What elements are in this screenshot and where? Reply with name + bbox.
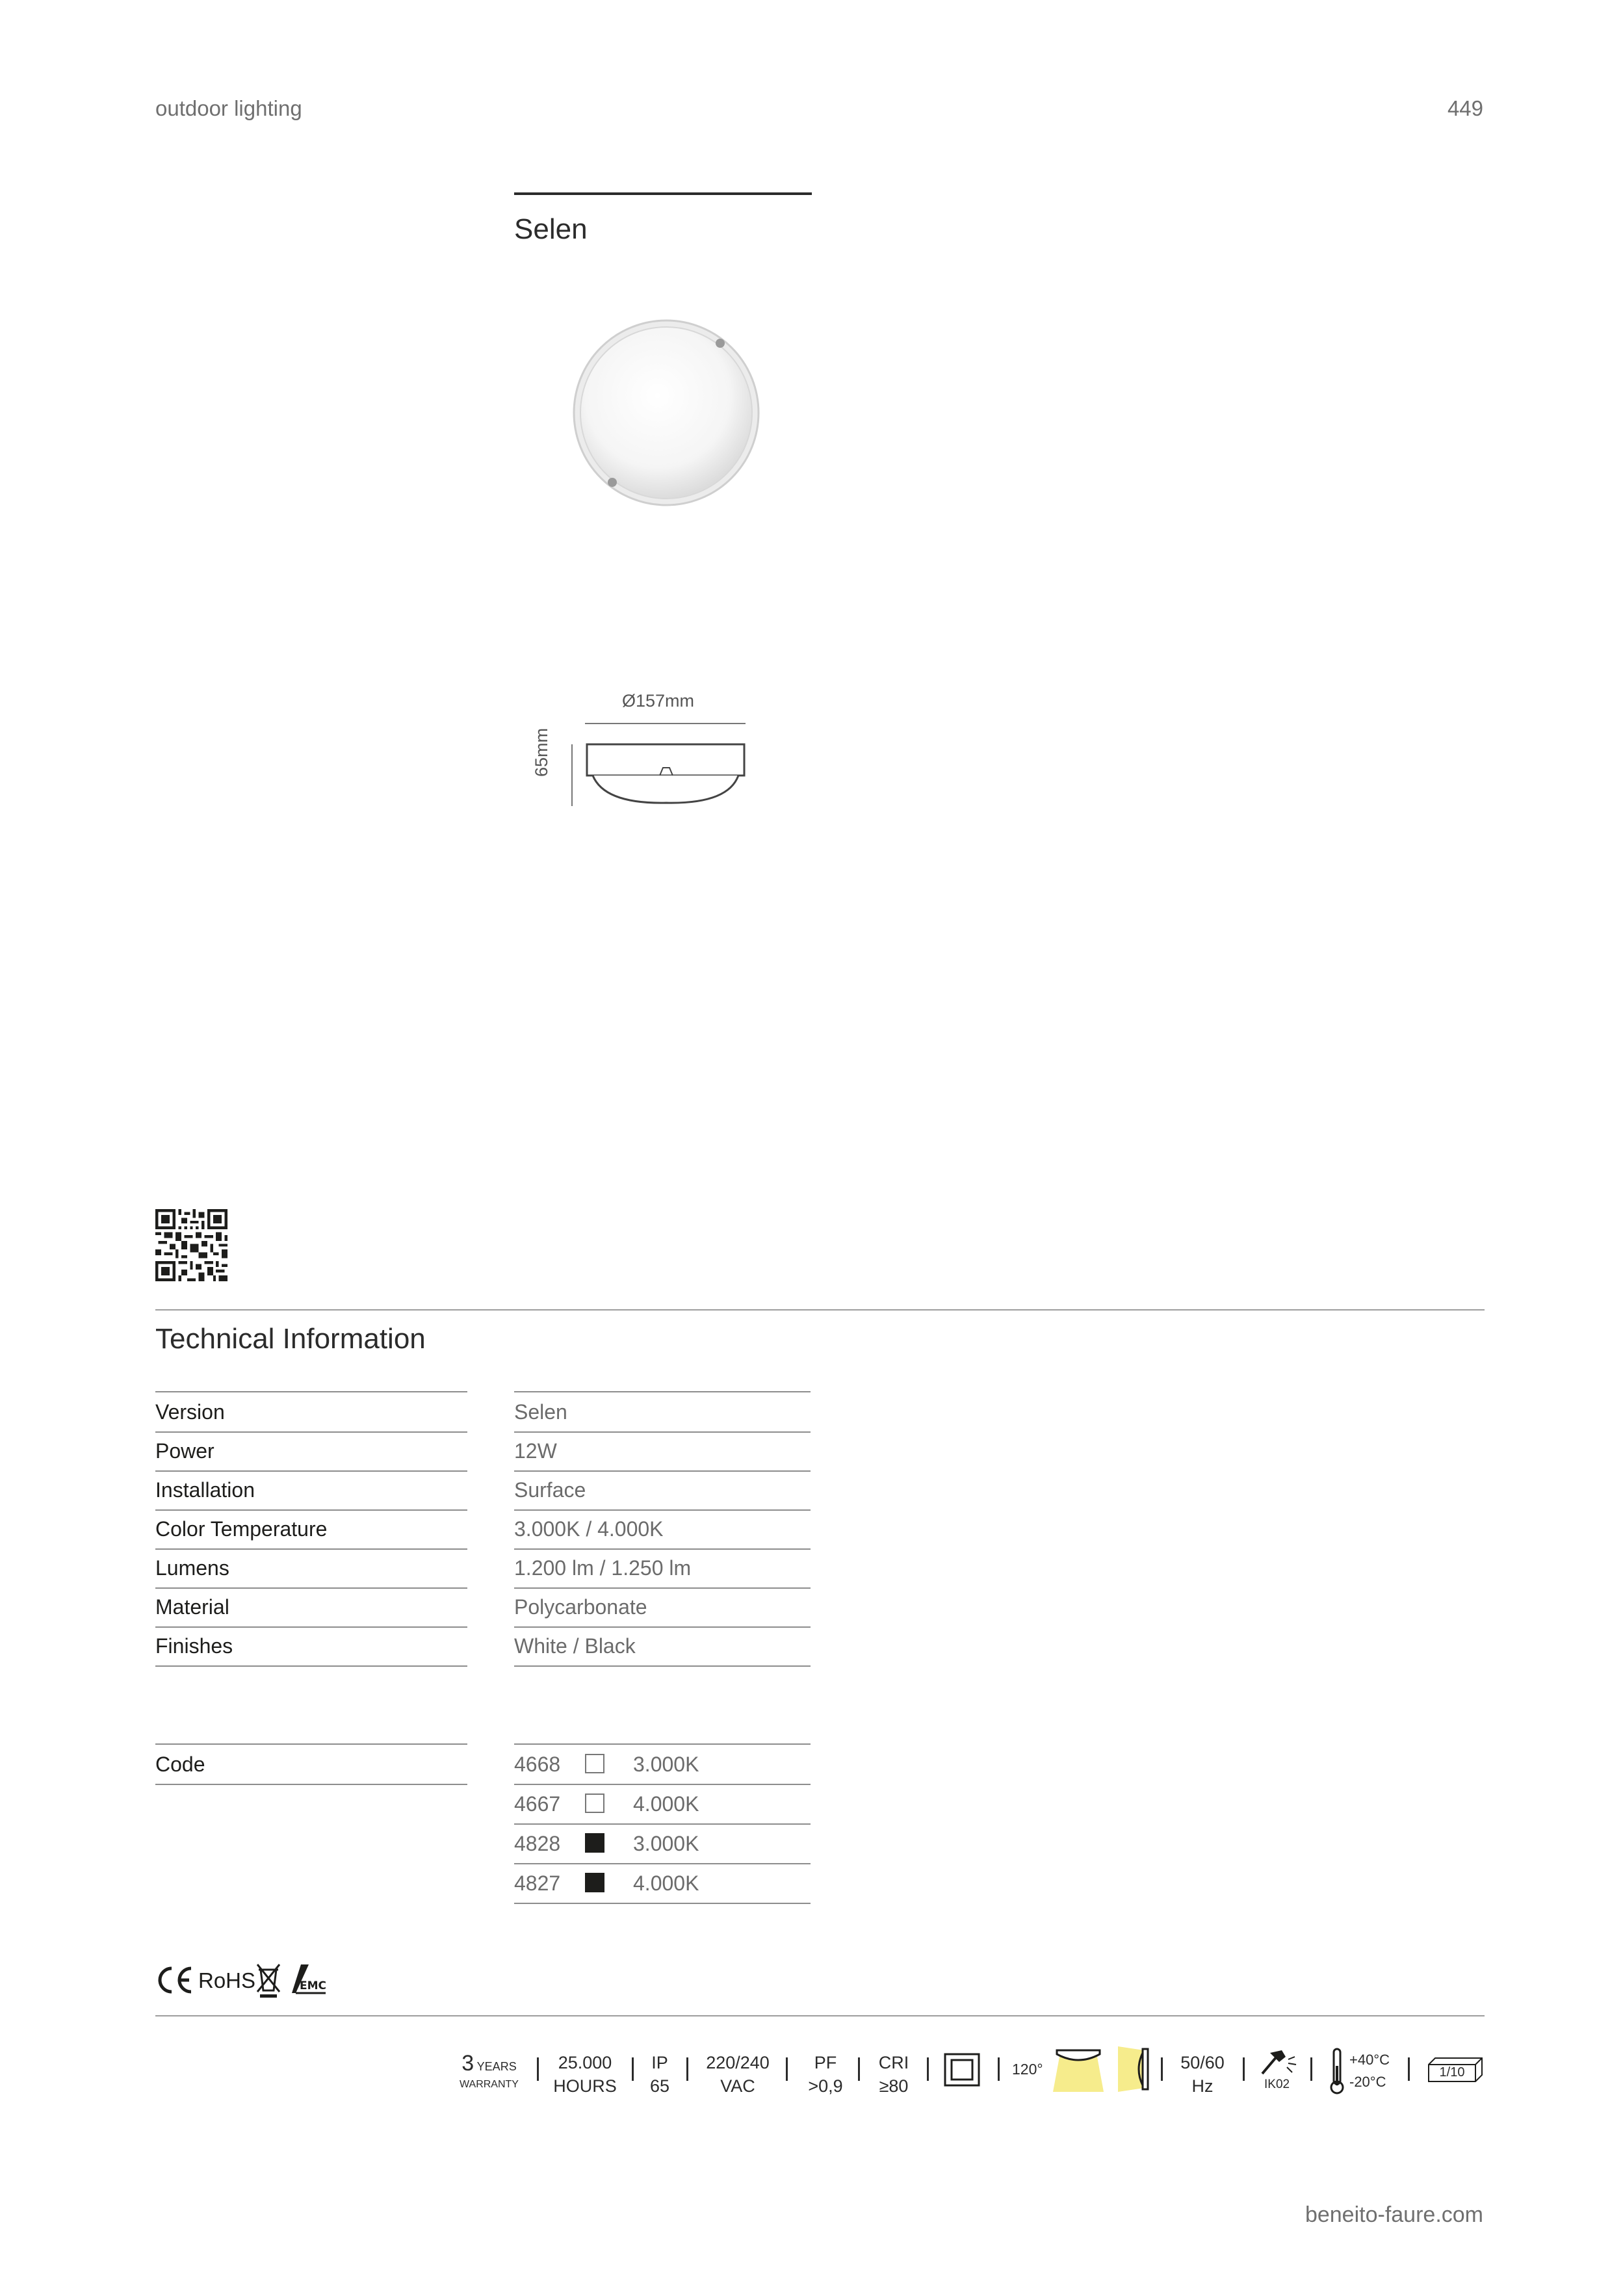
- spec-value-installation: Surface: [514, 1470, 811, 1511]
- finish-swatch-white: [585, 1794, 604, 1813]
- page-number: 449: [1447, 96, 1483, 120]
- temp-max: +40°C: [1349, 2052, 1390, 2068]
- section-label: outdoor lighting: [155, 96, 302, 120]
- frequency-value: 50/60: [1180, 2053, 1225, 2072]
- code-row: [514, 1824, 811, 1864]
- height-label: 65mm: [532, 727, 551, 777]
- code-number: 4668: [514, 1753, 561, 1776]
- dimension-drawing: [565, 718, 754, 806]
- qr-code[interactable]: [155, 1209, 227, 1281]
- separator: [927, 2057, 929, 2081]
- separator: [632, 2057, 634, 2081]
- pf-label: PF: [814, 2053, 837, 2072]
- ik-rating: IK02: [1264, 2078, 1290, 2091]
- spec-value-finishes: White / Black: [514, 1626, 811, 1667]
- cri-value: ≥80: [879, 2076, 909, 2096]
- warranty-number: 3: [461, 2051, 474, 2076]
- spec-value-version: Selen: [514, 1392, 811, 1433]
- temp-min: -20°C: [1349, 2074, 1386, 2090]
- code-row: [514, 1784, 811, 1825]
- spec-label-material: Material: [155, 1587, 467, 1628]
- spec-label-version: Version: [155, 1392, 467, 1433]
- spec-label-lumens: Lumens: [155, 1548, 467, 1589]
- finish-swatch-black: [585, 1833, 604, 1853]
- code-label: Code: [155, 1745, 467, 1785]
- spec-label-color-temperature: Color Temperature: [155, 1509, 467, 1550]
- wall-beam-icon: [1118, 2046, 1154, 2092]
- warranty-badge: [455, 2051, 523, 2091]
- product-title: Selen: [514, 213, 588, 245]
- dimming-value: 1/10: [1439, 2065, 1465, 2080]
- ip-rating: [640, 2051, 679, 2098]
- temperature-range: [1349, 2049, 1390, 2093]
- emc-mark-icon: [289, 1962, 328, 1996]
- code-row: [514, 1864, 811, 1904]
- ip-label: IP: [651, 2053, 668, 2072]
- separator: [858, 2057, 860, 2081]
- spec-value-color-temperature: 3.000K / 4.000K: [514, 1509, 811, 1550]
- warranty-years: YEARS: [476, 2060, 517, 2073]
- product-image: [565, 312, 767, 514]
- separator: [1408, 2057, 1410, 2081]
- pf-value: >0,9: [808, 2076, 843, 2096]
- code-number: 4828: [514, 1832, 561, 1855]
- rohs-mark: RoHS: [198, 1968, 256, 1992]
- ip-value: 65: [649, 2076, 670, 2096]
- code-cct: 3.000K: [633, 1753, 699, 1776]
- beam-angle: 120°: [1012, 2061, 1043, 2078]
- section-rule: [155, 1309, 1485, 1311]
- separator: [1310, 2057, 1312, 2081]
- power-factor: [796, 2051, 855, 2098]
- spec-label-finishes: Finishes: [155, 1626, 467, 1667]
- code-number: 4667: [514, 1792, 561, 1816]
- code-cct: 3.000K: [633, 1832, 699, 1855]
- code-number: 4827: [514, 1872, 561, 1895]
- weee-bin-icon: [255, 1962, 282, 1998]
- frequency: [1170, 2051, 1235, 2098]
- website-link[interactable]: beneito-faure.com: [1305, 2202, 1483, 2227]
- title-rule: [514, 192, 812, 195]
- spec-value-material: Polycarbonate: [514, 1587, 811, 1628]
- thermometer-icon: [1329, 2048, 1345, 2094]
- finish-swatch-black: [585, 1873, 604, 1892]
- frequency-unit: Hz: [1191, 2076, 1214, 2096]
- impact-hammer-icon: [1260, 2048, 1299, 2076]
- voltage-value: 220/240: [706, 2053, 770, 2072]
- separator: [998, 2057, 1000, 2081]
- spec-label-power: Power: [155, 1431, 467, 1472]
- emc-label: EMC: [300, 1979, 327, 1992]
- dimming-badge: [1427, 2055, 1481, 2081]
- spec-value-lumens: 1.200 lm / 1.250 lm: [514, 1548, 811, 1589]
- warranty-label: WARRANTY: [460, 2079, 519, 2090]
- section-title: Technical Information: [155, 1323, 426, 1355]
- ce-mark-icon: [155, 1964, 194, 1996]
- class-ii-icon: [944, 2053, 980, 2087]
- code-cct: 4.000K: [633, 1792, 699, 1816]
- cri-label: CRI: [878, 2053, 909, 2072]
- diameter-label: Ø157mm: [622, 691, 695, 711]
- separator: [686, 2057, 688, 2081]
- finish-swatch-white: [585, 1754, 604, 1773]
- hours-value: 25.000: [558, 2053, 612, 2072]
- separator: [1243, 2057, 1245, 2081]
- code-cct: 4.000K: [633, 1872, 699, 1895]
- lifetime-hours: [549, 2051, 621, 2098]
- code-row: [514, 1745, 811, 1785]
- separator: [1161, 2057, 1163, 2081]
- spec-label-installation: Installation: [155, 1470, 467, 1511]
- separator: [537, 2057, 539, 2081]
- hours-label: HOURS: [553, 2076, 617, 2096]
- icons-rule: [155, 2015, 1485, 2016]
- cri-rating: [868, 2051, 920, 2098]
- voltage: [695, 2051, 780, 2098]
- spec-value-power: 12W: [514, 1431, 811, 1472]
- voltage-unit: VAC: [720, 2076, 755, 2096]
- ceiling-beam-icon: [1053, 2046, 1104, 2092]
- separator: [786, 2057, 788, 2081]
